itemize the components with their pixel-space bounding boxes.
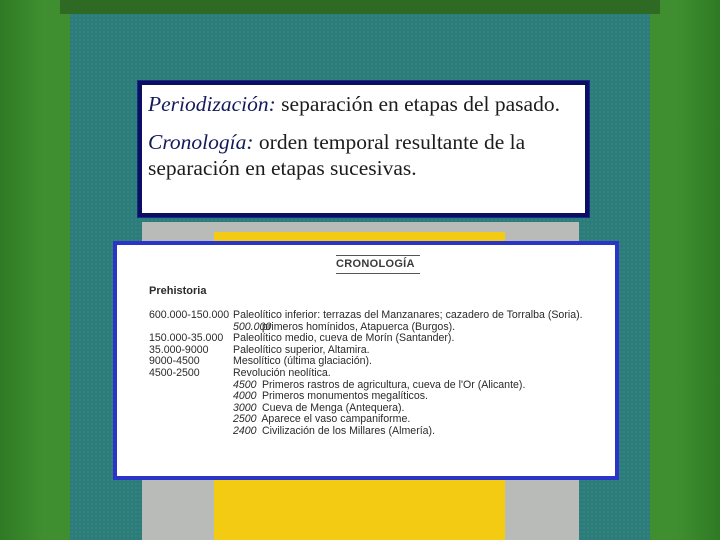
row-event-text: Revolución neolítica. <box>233 367 331 379</box>
chronology-row <box>149 310 609 322</box>
chronology-row <box>149 333 609 345</box>
row-event <box>233 403 609 415</box>
definition-text: orden temporal resultante de la separación en etapas sucesivas. <box>148 130 526 180</box>
row-event-text: Primeros monumentos megalíticos. <box>261 391 428 403</box>
row-sub-date: 3000 <box>233 402 257 414</box>
definitions-box <box>138 81 589 217</box>
row-date: 600.000-150.000 <box>149 309 230 321</box>
chronology-row <box>149 414 609 426</box>
row-date <box>149 414 233 426</box>
chronology-row <box>149 426 609 438</box>
row-event-text: Mesolítico (última glaciación). <box>233 356 372 368</box>
row-date: 9000-4500 <box>149 355 200 368</box>
row-event <box>233 414 609 426</box>
chronology-row <box>149 403 609 415</box>
definition-term: Cronología: <box>148 130 254 154</box>
definition-text: separación en etapas del pasado. <box>275 92 560 116</box>
section-heading: Prehistoria <box>149 285 207 297</box>
row-sub-date: 2500 <box>233 414 257 426</box>
row-event <box>233 426 609 438</box>
definition-cronologia <box>148 129 579 181</box>
row-date <box>149 380 233 392</box>
row-date: 150.000-35.000 <box>149 332 224 345</box>
row-event-text: Paleolítico superior, Altamira. <box>233 344 370 356</box>
chronology-row <box>149 391 609 403</box>
row-event <box>233 368 609 380</box>
row-date <box>149 391 233 403</box>
row-event <box>233 345 609 357</box>
row-event <box>233 310 609 322</box>
row-event <box>233 322 609 334</box>
chronology-row <box>149 345 609 357</box>
title-rule-bottom <box>336 273 420 274</box>
top-band <box>60 0 660 14</box>
row-event-text: Aparece el vaso campaniforme. <box>261 414 411 426</box>
definition-term: Periodización: <box>148 92 276 116</box>
chronology-row <box>149 368 609 380</box>
chronology-row <box>149 356 609 368</box>
row-date: 35.000-9000 <box>149 343 209 356</box>
row-event <box>233 380 609 392</box>
chronology-row <box>149 380 609 392</box>
chronology-table <box>113 241 619 480</box>
row-event-text: Civilización de los Millares (Almería). <box>261 425 436 437</box>
row-sub-date: 500.000 <box>233 321 272 333</box>
row-sub-date: 2400 <box>233 425 257 437</box>
title-rule-top <box>336 255 420 256</box>
row-event <box>233 333 609 345</box>
row-event-text: Paleolítico inferior: terrazas del Manzanares; cazadero de Torralba (Soria). <box>233 310 583 321</box>
row-event-text: primeros homínidos, Atapuerca (Burgos). <box>261 321 456 333</box>
row-date <box>149 403 233 415</box>
row-sub-date: 4500 <box>233 379 257 391</box>
row-event-text: Cueva de Menga (Antequera). <box>261 402 405 414</box>
row-event-text: Primeros rastros de agricultura, cueva de l'Or (Alicante). <box>261 379 526 391</box>
definition-periodizacion <box>148 91 579 117</box>
row-date: 4500-2500 <box>149 366 200 379</box>
row-date <box>149 426 233 438</box>
row-event <box>233 391 609 403</box>
row-sub-date: 4000 <box>233 391 257 403</box>
chronology-title: CRONOLOGÍA <box>336 258 415 270</box>
row-event-text: Paleolítico medio, cueva de Morín (Santander). <box>233 333 455 345</box>
chronology-rows <box>149 310 609 438</box>
row-event <box>233 356 609 368</box>
